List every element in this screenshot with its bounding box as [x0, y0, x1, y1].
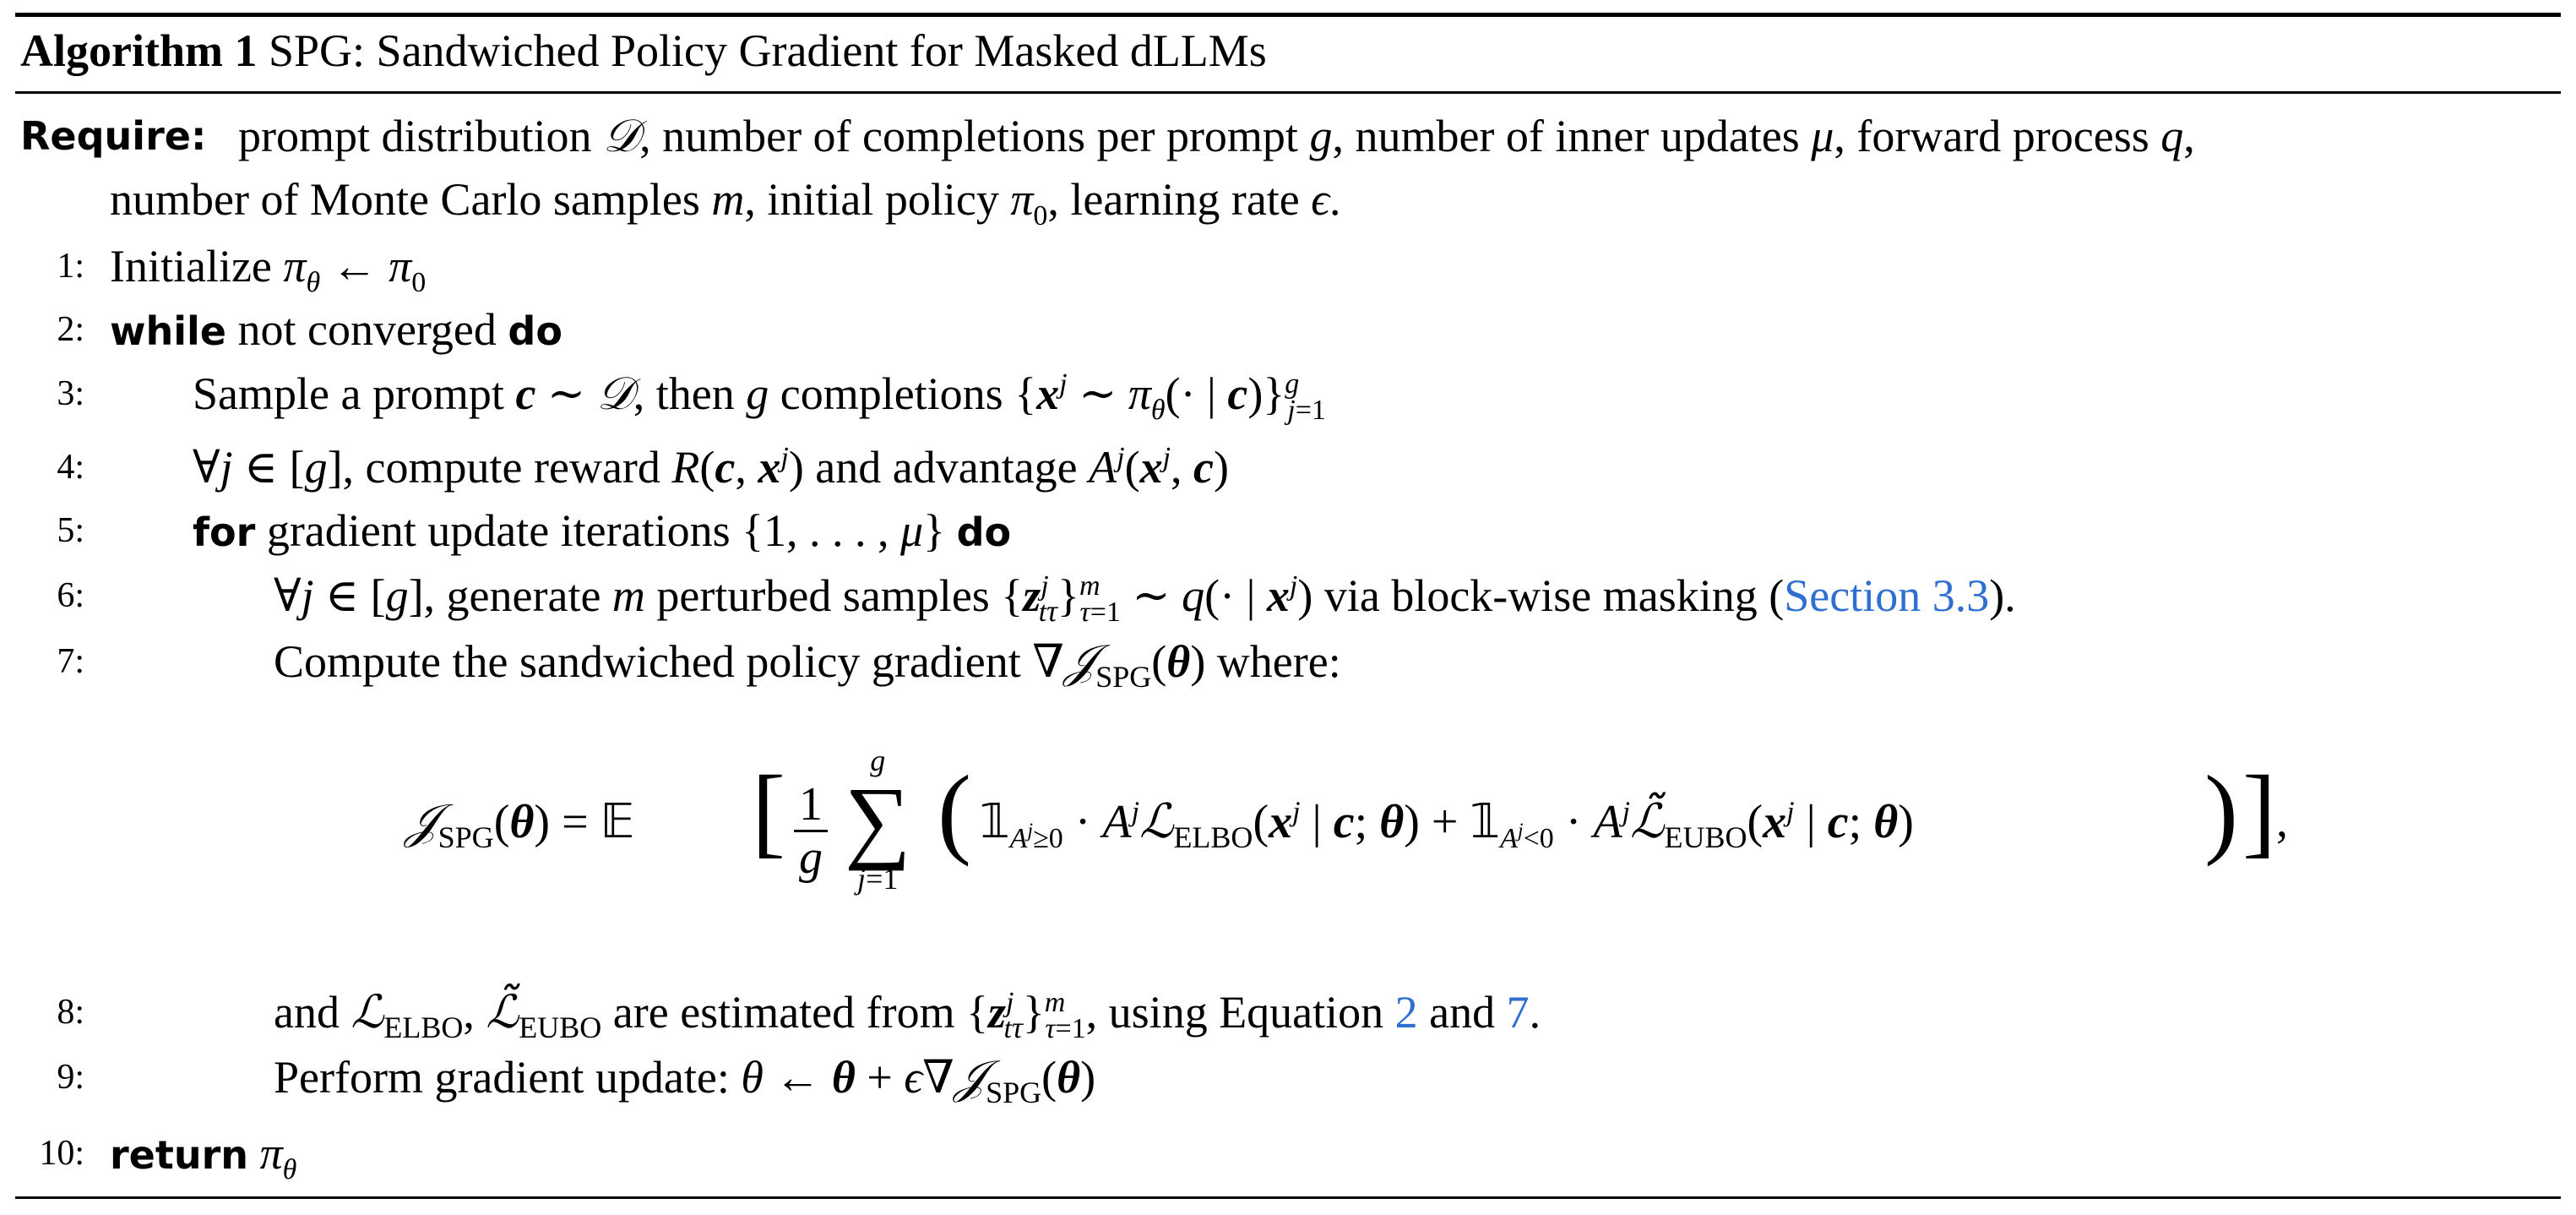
title-rule: [15, 91, 2561, 94]
equation-link-2[interactable]: 2: [1394, 987, 1418, 1038]
algorithm-name: SPG: Sandwiched Policy Gradient for Masked dLLMs: [268, 25, 1267, 76]
line-number: 9:: [57, 1058, 84, 1097]
top-rule: [15, 13, 2561, 17]
keyword-do: do: [956, 509, 1012, 555]
line-text: gradient update iterations {1, . . . , μ}: [266, 505, 946, 556]
line-text: ∀j ∈ [g], generate m perturbed samples $\{z^j_{t\tau}\}^m_{\tau=1}$ ∼ q(· | $x^j$) via block-wise masking (Section 3.3).: [274, 570, 2016, 628]
keyword-for: for: [193, 509, 256, 555]
line-text: $\pi_\theta$: [259, 1128, 297, 1185]
require-text-1: prompt distribution 𝒟, number of completions per prompt g, number of inner updates μ, forward process q,: [238, 109, 2195, 162]
fraction-1-over-g: $\frac{1}{g}$: [794, 779, 828, 883]
equation-link-7[interactable]: 7: [1506, 987, 1530, 1038]
line-text: and ℒ$_{ELBO}$, $ℒ̃_{EUBO}$ are estimated from $\{z^j_{t\tau}\}^m_{\tau=1}$, using Equation 2 and 7.: [274, 985, 1541, 1044]
line-number: 10:: [39, 1134, 84, 1173]
equation-rhs: $𝟙_{A^j\ge 0}$ · $A^jℒ_{ELBO}(x^j$ | c; $\theta) + 𝟙_{A^j<0}$ · $A^jℒ̃_{EUBO}(x^j$ | c; θ): [980, 794, 1914, 855]
keyword-while: while: [110, 308, 226, 354]
line-text: Initialize $\pi_\theta$ ← $\pi_0$: [110, 241, 427, 298]
line-number: 3:: [57, 374, 84, 413]
require-keyword: Require:: [20, 113, 207, 159]
bottom-rule: [15, 1196, 2561, 1199]
algorithm-label: Algorithm 1: [20, 25, 258, 76]
equation-lhs: 𝒥$_{SPG}$(θ) = 𝔼: [405, 794, 635, 855]
line-text: not converged: [237, 304, 497, 355]
right-paren: ): [2204, 755, 2238, 867]
line-text: ∀j ∈ [g], compute reward R(c, $x^j$) and advantage $A^j(x^j$, c): [193, 442, 1229, 493]
line-number: 8:: [57, 993, 84, 1032]
line-number: 2:: [57, 310, 84, 349]
line-text: Perform gradient update: θ ← θ + ϵ∇𝒥$_{SPG}$(θ): [274, 1050, 1096, 1109]
keyword-return: return: [110, 1132, 249, 1178]
summation: g ∑ j=1: [845, 744, 911, 896]
line-number: 4:: [57, 448, 84, 487]
left-bracket: [: [752, 755, 785, 867]
algorithm-title: [20, 20, 1267, 81]
line-number: 5:: [57, 511, 84, 550]
line-text: Sample a prompt c ∼ 𝒟, then g completions {$x^j$ ∼ $\pi_\theta(\cdot$ | c)}$^g_{j=1}$: [193, 367, 1326, 426]
require-text-2: number of Monte Carlo samples m, initial policy $\pi_0$, learning rate ϵ.: [110, 174, 1341, 232]
line-text: Compute the sandwiched policy gradient ∇𝒥$_{SPG}$(θ) where:: [274, 635, 1341, 694]
right-bracket: ]: [2242, 755, 2276, 867]
section-link[interactable]: Section 3.3: [1784, 570, 1990, 621]
line-number: 6:: [57, 576, 84, 615]
line-number: 7:: [57, 642, 84, 681]
line-number: 1:: [57, 247, 84, 286]
keyword-do: do: [508, 308, 562, 354]
left-paren: (: [937, 755, 971, 867]
